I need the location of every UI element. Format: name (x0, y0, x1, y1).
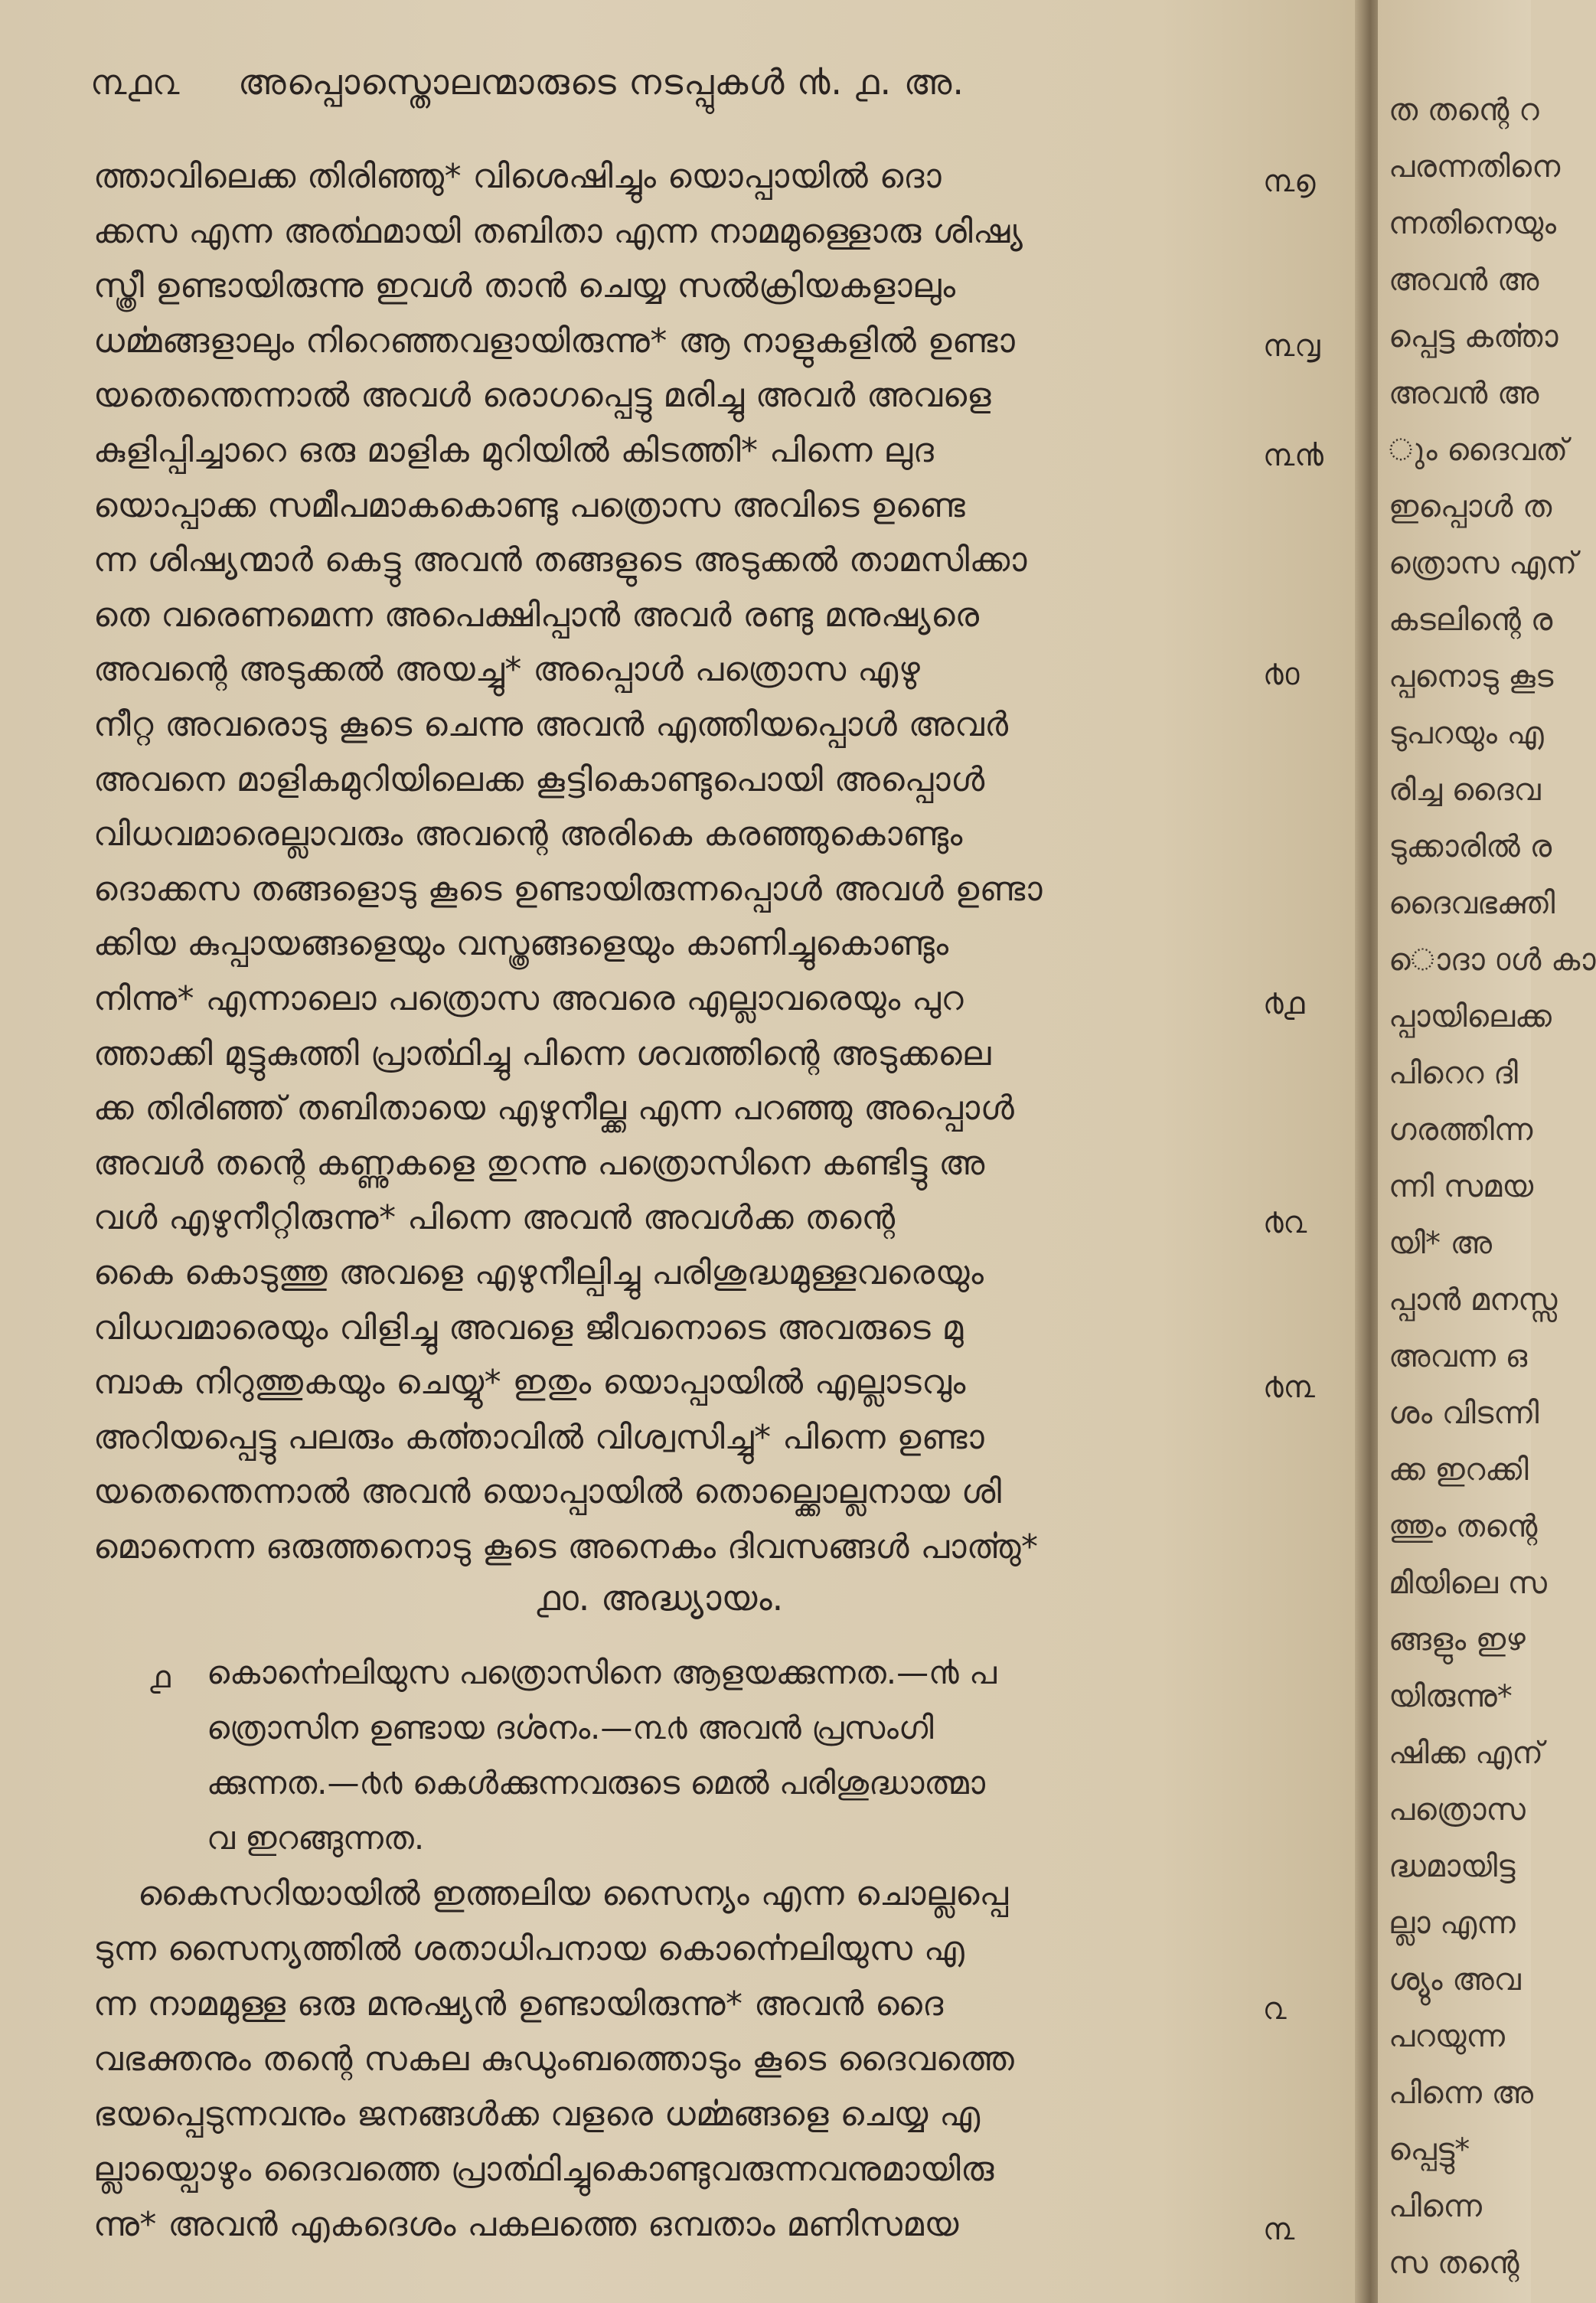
summary-line: വ ഇറങ്ങുന്നത. (207, 1819, 425, 1857)
facing-page-fragment: ടുപറയും എ (1389, 716, 1544, 751)
facing-page-edge (1378, 0, 1596, 2303)
body-line: തെ വരെണമെന്ന അപെക്ഷിപ്പാൻ അവർ രണ്ടു മനുഷ്യരെ (93, 596, 980, 635)
chapter-line: കൈസറിയായിൽ ഇത്തലിയ സൈന്യം എന്ന ചൊല്ലപ്പെ (138, 1874, 1009, 1913)
body-line: മ്പാക നിറുത്തുകയും ചെയ്യു* ഇതും യൊപ്പായിൽ എല്ലാടവും (93, 1363, 966, 1402)
body-line: അവനെ മാളികമുറിയിലെക്ക കൂട്ടികൊണ്ടുപൊയി അപ്പൊൾ (93, 760, 985, 799)
facing-page-fragment: ഷിക്ക എന് (1389, 1736, 1543, 1771)
body-line: ത്താവിലെക്ക തിരിഞ്ഞു* വിശെഷിച്ചും യൊപ്പായിൽ ദൊ (93, 157, 942, 196)
verse-number: ൪൨ (1263, 1205, 1307, 1240)
verse-number: ൨ (1263, 1991, 1287, 2027)
facing-page-fragment: ും ദൈവത് (1389, 433, 1568, 468)
chapter-line: ല്ലായ്പൊഴും ദൈവത്തെ പ്രാൎത്ഥിച്ചുകൊണ്ടുവരുന്നവനുമായിരു (93, 2150, 994, 2189)
facing-page-fragment: പ്പെട്ട കൎത്താ (1389, 319, 1558, 354)
facing-page-fragment: ന്നി സമയ (1389, 1169, 1534, 1204)
chapter-line: ഭയപ്പെടുന്നവനും ജനങ്ങൾക്ക വളരെ ധൎമ്മങ്ങളെ ചെയ്യ എ (93, 2095, 981, 2134)
chapter-line: ന്ന നാമമുള്ള ഒരു മനുഷ്യൻ ഉണ്ടായിരുന്നു* അവൻ ദൈ (93, 1984, 944, 2024)
chapter-line: വഭക്തനും തന്റെ സകല കുഡുംബത്തൊടും കൂടെ ദൈവത്തെ (93, 2040, 1015, 2079)
facing-page-fragment: പ്പാൻ മനസ്സ (1389, 1282, 1558, 1318)
facing-page-fragment: അവന്ന ഒ (1389, 1339, 1528, 1374)
summary-line: ത്രൊസിന ഉണ്ടായ ദൎശനം.—൩൪ അവൻ പ്രസംഗി (207, 1709, 934, 1746)
summary-line: കൊൎന്നെലിയുസ പത്രൊസിനെ ആളയക്കുന്നത.—൯ പ (207, 1654, 997, 1691)
body-line: സ്ത്രീ ഉണ്ടായിരുന്നു ഇവൾ താൻ ചെയ്യ സൽക്രിയകളാലും (93, 266, 956, 305)
body-line: ത്താക്കി മുട്ടുകുത്തി പ്രാൎത്ഥിച്ചു പിന്നെ ശവത്തിന്റെ അടുക്കലെ (93, 1034, 991, 1073)
facing-page-fragment: ന്നതിനെയും (1389, 206, 1556, 241)
body-line: യതെന്തെന്നാൽ അവൻ യൊപ്പായിൽ തൊല്ക്കൊല്ലനായ ശി (93, 1472, 1002, 1511)
facing-page-fragment: യിരുന്നു* (1389, 1679, 1513, 1714)
running-title: അപ്പൊസ്തൊലന്മാരുടെ നടപ്പുകൾ ൯. ൧. അ. (238, 61, 964, 103)
body-line: വിധവമാരെയും വിളിച്ചു അവളെ ജീവനൊടെ അവരുടെ മു (93, 1308, 964, 1348)
body-line: വിധവമാരെല്ലാവരും അവന്റെ അരികെ കരഞ്ഞുകൊണ്ടും (93, 815, 963, 854)
verse-number: ൩൭ (1263, 164, 1316, 199)
body-line: കുളിപ്പിച്ചാറെ ഒരു മാളിക മുറിയിൽ കിടത്തി* പിന്നെ ലുദ (93, 431, 935, 470)
body-line: ക്കിയ കുപ്പായങ്ങളെയും വസ്ത്രങ്ങളെയും കാണിച്ചുകൊണ്ടും (93, 924, 949, 963)
body-line: നീറ്റ അവരൊടു കൂടെ ചെന്നു അവൻ എത്തിയപ്പൊൾ അവർ (93, 705, 1009, 744)
facing-page-fragment: പിന്നെ (1389, 2189, 1482, 2224)
body-line: മൊനെന്ന ഒരുത്തനൊടു കൂടെ അനെകം ദിവസങ്ങൾ പാൎത്തു* (93, 1527, 1039, 1566)
facing-page-fragment: പ്പായിലെക്ക (1389, 999, 1552, 1034)
verse-number: ൩ (1263, 2212, 1295, 2247)
facing-page-fragment: ടുക്കാരിൽ ര (1389, 829, 1552, 864)
facing-page-fragment: ത്തും തന്റെ (1389, 1509, 1538, 1544)
page-number: ൩൧൨ (90, 61, 181, 103)
body-line: വൾ എഴുനീറ്റിരുന്നു* പിന്നെ അവൻ അവൾക്ക തന്റെ (93, 1198, 896, 1237)
facing-page-fragment: ത തന്റെ റ (1389, 93, 1539, 128)
facing-page-fragment: ത്രൊസ എന് (1389, 546, 1578, 581)
facing-page-fragment: ഗരത്തിന്ന (1389, 1112, 1533, 1148)
facing-page-fragment: ഇപ്പൊൾ ത (1389, 489, 1552, 524)
facing-page-fragment: ങ്ങളും ഇഴ (1389, 1622, 1526, 1658)
body-line: യൊപ്പാക്ക സമീപമാകകൊണ്ടു പത്രൊസ അവിടെ ഉണ്ടെ (93, 486, 966, 525)
chapter-line: ന്നു* അവൻ എകദെശം പകലത്തെ ഒമ്പതാം മണിസമയ (93, 2205, 959, 2244)
facing-page-fragment: പരന്നതിനെ (1389, 149, 1561, 185)
facing-page-fragment: കടലിന്റെ ര (1389, 603, 1553, 638)
facing-page-fragment: ക്ക ഇറക്കി (1389, 1452, 1529, 1488)
verse-number: ൩൮ (1263, 328, 1320, 364)
body-line: കൈ കൊടുത്തു അവളെ എഴുനീല്പിച്ചു പരിശുദ്ധമുള്ളവരെയും (93, 1253, 984, 1292)
verse-number: ൪൩ (1263, 1370, 1315, 1405)
verse-number: ൪൦ (1263, 657, 1300, 692)
facing-page-fragment: പിറെറ ദി (1389, 1056, 1518, 1091)
facing-page-fragment: യി* അ (1389, 1226, 1493, 1261)
body-line: യതെന്തെന്നാൽ അവൾ രൊഗപ്പെട്ടു മരിച്ചു അവർ അവളെ (93, 376, 991, 415)
summary-verse-mark: ൧ (149, 1660, 171, 1695)
verse-number: ൪൧ (1263, 986, 1305, 1021)
body-line: നിന്നു* എന്നാലൊ പത്രൊസ അവരെ എല്ലാവരെയും പുറ (93, 979, 964, 1018)
body-line: ക്കസ എന്ന അൎത്ഥമായി തബിതാ എന്ന നാമമുള്ളൊരു ശിഷ്യ (93, 212, 1023, 251)
facing-page-fragment: ല്ലാ എന്ന (1389, 1906, 1516, 1941)
chapter-line: ടുന്ന സൈന്യത്തിൽ ശതാധിപനായ കൊൎന്നെലിയുസ എ (93, 1929, 965, 1968)
facing-page-fragment: ശം വിടന്നി (1389, 1396, 1539, 1431)
running-head (90, 61, 964, 104)
facing-page-fragment: അവൻ അ (1389, 376, 1539, 411)
body-line: അവന്റെ അടുക്കൽ അയച്ചു* അപ്പൊൾ പത്രൊസ എഴു (93, 650, 921, 689)
body-line: ക്ക തിരിഞ്ഞ് തബിതായെ എഴുനീല്ക്ക എന്ന പറഞ്ഞു അപ്പൊൾ (93, 1089, 1015, 1128)
facing-page-fragment: സ തന്റെ (1389, 2246, 1519, 2281)
facing-page-fragment: മിയിലെ സ (1389, 1566, 1547, 1601)
facing-page-fragment: ൊദാ ൦ൾ കാ (1389, 942, 1596, 978)
facing-page-fragment: പത്രൊസ (1389, 1792, 1526, 1828)
body-line: അറിയപ്പെട്ടു പലരും കൎത്താവിൽ വിശ്വസിച്ചു* പിന്നെ ഉണ്ടാ (93, 1418, 985, 1457)
facing-page-fragment: രിച്ച ദൈവ (1389, 773, 1541, 808)
facing-page-fragment: ദൈവഭക്തി (1389, 886, 1555, 921)
facing-page-fragment: പ്പെട്ടു* (1389, 2132, 1470, 2167)
body-line: അവൾ തന്റെ കണ്ണുകളെ തുറന്നു പത്രൊസിനെ കണ്ടിട്ടു അ (93, 1144, 985, 1183)
facing-page-fragment: പറയുന്ന (1389, 2019, 1505, 2054)
verse-number: ൩൯ (1263, 438, 1323, 473)
summary-line: ക്കുന്നത.—൪൪ കെൾക്കുന്നവരുടെ മെൽ പരിശുദ്ധാത്മാ (207, 1764, 986, 1802)
body-line: ന്ന ശിഷ്യന്മാർ കെട്ടു അവൻ തങ്ങളുടെ അടുക്കൽ താമസിക്കാ (93, 541, 1027, 580)
body-line: ധൎമ്മങ്ങളാലും നിറെഞ്ഞവളായിരുന്നു* ആ നാളുകളിൽ ഉണ്ടാ (93, 322, 1016, 361)
facing-page-fragment: പ്പനൊടു കൂട (1389, 659, 1554, 694)
facing-page-fragment: ശ്യും അവ (1389, 1962, 1521, 1998)
body-line: ദൊക്കസ തങ്ങളൊടു കൂടെ ഉണ്ടായിരുന്നപ്പൊൾ അവൾ ഉണ്ടാ (93, 870, 1043, 909)
facing-page-fragment: പിന്നെ അ (1389, 2076, 1533, 2111)
chapter-heading: ൧൦. അദ്ധ്യായം. (536, 1577, 784, 1619)
facing-page-fragment: ദ്ധമായിട്ട (1389, 1849, 1516, 1884)
facing-page-fragment: അവൻ അ (1389, 263, 1539, 298)
